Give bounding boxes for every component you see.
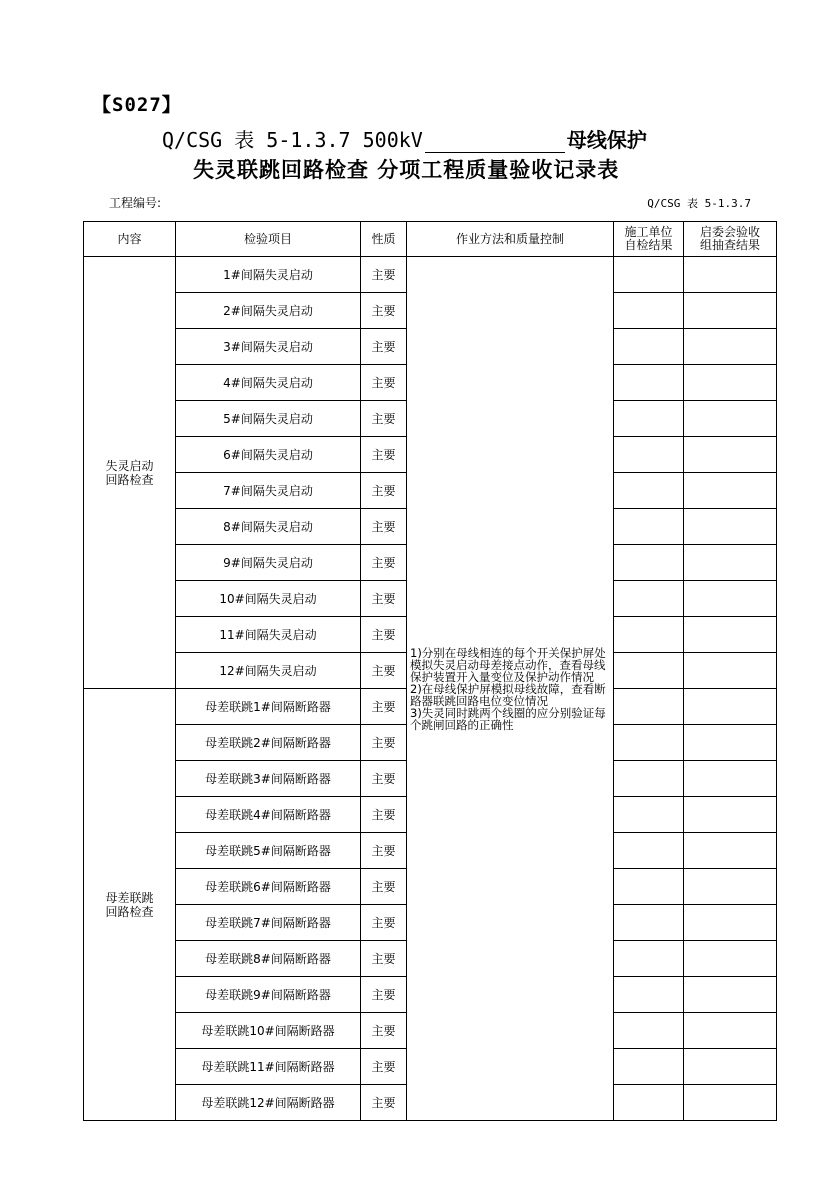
committee-result-cell[interactable] — [684, 473, 777, 509]
inspection-item-cell: 6#间隔失灵启动 — [176, 437, 361, 473]
table-header-row — [84, 222, 777, 257]
inspection-item-cell: 8#间隔失灵启动 — [176, 509, 361, 545]
nature-cell: 主要 — [361, 977, 407, 1013]
nature-cell: 主要 — [361, 1013, 407, 1049]
table-row — [84, 257, 777, 293]
committee-result-cell[interactable] — [684, 257, 777, 293]
inspection-item-cell: 9#间隔失灵启动 — [176, 545, 361, 581]
form-code: 【S027】 — [92, 94, 182, 116]
nature-cell: 主要 — [361, 365, 407, 401]
self-check-result-cell[interactable] — [614, 797, 684, 833]
nature-cell: 主要 — [361, 653, 407, 689]
nature-cell: 主要 — [361, 437, 407, 473]
method-cell — [407, 257, 614, 1121]
nature-cell: 主要 — [361, 257, 407, 293]
inspection-item-cell: 1#间隔失灵启动 — [176, 257, 361, 293]
self-check-result-cell[interactable] — [614, 617, 684, 653]
self-check-result-cell[interactable] — [614, 401, 684, 437]
nature-cell: 主要 — [361, 293, 407, 329]
committee-result-cell[interactable] — [684, 401, 777, 437]
nature-cell: 主要 — [361, 1085, 407, 1121]
committee-result-cell[interactable] — [684, 617, 777, 653]
committee-result-cell[interactable] — [684, 761, 777, 797]
committee-result-cell[interactable] — [684, 437, 777, 473]
self-check-result-cell[interactable] — [614, 977, 684, 1013]
nature-cell: 主要 — [361, 473, 407, 509]
committee-result-cell[interactable] — [684, 941, 777, 977]
header-method: 作业方法和质量控制 — [407, 222, 614, 257]
committee-result-cell[interactable] — [684, 509, 777, 545]
inspection-item-cell: 5#间隔失灵启动 — [176, 401, 361, 437]
header-item: 检验项目 — [176, 222, 361, 257]
header-nature: 性质 — [361, 222, 407, 257]
self-check-result-cell[interactable] — [614, 1049, 684, 1085]
committee-result-cell[interactable] — [684, 1085, 777, 1121]
committee-result-cell[interactable] — [684, 977, 777, 1013]
committee-result-cell[interactable] — [684, 905, 777, 941]
self-check-result-cell[interactable] — [614, 1085, 684, 1121]
inspection-item-cell: 3#间隔失灵启动 — [176, 329, 361, 365]
form-title-line1 — [162, 124, 647, 153]
nature-cell: 主要 — [361, 941, 407, 977]
nature-cell: 主要 — [361, 1049, 407, 1085]
self-check-result-cell[interactable] — [614, 869, 684, 905]
method-line: 1)分别在母线相连的每个开关保护屏处模拟失灵启动母差接点动作，查看母线保护装置开入量变位及保护动作情况 — [410, 645, 606, 684]
inspection-item-cell: 母差联跳2#间隔断路器 — [176, 725, 361, 761]
inspection-item-cell: 母差联跳6#间隔断路器 — [176, 869, 361, 905]
self-check-result-cell[interactable] — [614, 725, 684, 761]
inspection-item-cell: 10#间隔失灵启动 — [176, 581, 361, 617]
nature-cell: 主要 — [361, 905, 407, 941]
nature-cell: 主要 — [361, 617, 407, 653]
inspection-item-cell: 2#间隔失灵启动 — [176, 293, 361, 329]
committee-result-cell[interactable] — [684, 545, 777, 581]
title-suffix: 母线保护 — [566, 128, 647, 152]
self-check-result-cell[interactable] — [614, 509, 684, 545]
committee-result-cell[interactable] — [684, 1049, 777, 1085]
inspection-item-cell: 母差联跳10#间隔断路器 — [176, 1013, 361, 1049]
self-check-result-cell[interactable] — [614, 653, 684, 689]
committee-result-cell[interactable] — [684, 293, 777, 329]
committee-result-cell[interactable] — [684, 869, 777, 905]
inspection-item-cell: 母差联跳11#间隔断路器 — [176, 1049, 361, 1085]
committee-result-cell[interactable] — [684, 581, 777, 617]
nature-cell: 主要 — [361, 761, 407, 797]
inspection-item-cell: 母差联跳3#间隔断路器 — [176, 761, 361, 797]
self-check-result-cell[interactable] — [614, 833, 684, 869]
committee-result-cell[interactable] — [684, 689, 777, 725]
method-line: 2)在母线保护屏模拟母线故障，查看断路器联跳回路电位变位情况 — [410, 681, 606, 708]
committee-result-cell[interactable] — [684, 725, 777, 761]
nature-cell: 主要 — [361, 725, 407, 761]
title-blank[interactable] — [425, 134, 565, 153]
method-text — [410, 647, 610, 731]
self-check-result-cell[interactable] — [614, 293, 684, 329]
category-cell: 母差联跳 回路检查 — [84, 689, 176, 1121]
header-self-check: 施工单位 自检结果 — [614, 222, 684, 257]
inspection-item-cell: 母差联跳7#间隔断路器 — [176, 905, 361, 941]
committee-result-cell[interactable] — [684, 1013, 777, 1049]
nature-cell: 主要 — [361, 833, 407, 869]
nature-cell: 主要 — [361, 401, 407, 437]
self-check-result-cell[interactable] — [614, 437, 684, 473]
self-check-result-cell[interactable] — [614, 941, 684, 977]
nature-cell: 主要 — [361, 869, 407, 905]
nature-cell: 主要 — [361, 329, 407, 365]
header-committee: 启委会验收 组抽查结果 — [684, 222, 777, 257]
self-check-result-cell[interactable] — [614, 761, 684, 797]
self-check-result-cell[interactable] — [614, 365, 684, 401]
self-check-result-cell[interactable] — [614, 1013, 684, 1049]
self-check-result-cell[interactable] — [614, 581, 684, 617]
nature-cell: 主要 — [361, 689, 407, 725]
form-number: Q/CSG 表 5-1.3.7 — [647, 197, 751, 210]
nature-cell: 主要 — [361, 581, 407, 617]
title-prefix: Q/CSG 表 5-1.3.7 500kV — [162, 128, 423, 152]
self-check-result-cell[interactable] — [614, 545, 684, 581]
self-check-result-cell[interactable] — [614, 473, 684, 509]
inspection-item-cell: 母差联跳4#间隔断路器 — [176, 797, 361, 833]
inspection-item-cell: 母差联跳1#间隔断路器 — [176, 689, 361, 725]
nature-cell: 主要 — [361, 545, 407, 581]
committee-result-cell[interactable] — [684, 329, 777, 365]
self-check-result-cell[interactable] — [614, 689, 684, 725]
inspection-item-cell: 母差联跳12#间隔断路器 — [176, 1085, 361, 1121]
nature-cell: 主要 — [361, 509, 407, 545]
form-title-line2: 失灵联跳回路检查 分项工程质量验收记录表 — [193, 158, 620, 182]
self-check-result-cell[interactable] — [614, 329, 684, 365]
inspection-item-cell: 7#间隔失灵启动 — [176, 473, 361, 509]
method-line: 3)失灵同时跳两个线圈的应分别验证每个跳闸回路的正确性 — [410, 705, 606, 732]
inspection-table — [83, 221, 777, 1121]
inspection-item-cell: 母差联跳8#间隔断路器 — [176, 941, 361, 977]
self-check-result-cell[interactable] — [614, 257, 684, 293]
committee-result-cell[interactable] — [684, 653, 777, 689]
committee-result-cell[interactable] — [684, 365, 777, 401]
committee-result-cell[interactable] — [684, 833, 777, 869]
project-number-label: 工程编号: — [109, 196, 162, 210]
inspection-item-cell: 11#间隔失灵启动 — [176, 617, 361, 653]
committee-result-cell[interactable] — [684, 797, 777, 833]
category-cell: 失灵启动 回路检查 — [84, 257, 176, 689]
header-content: 内容 — [84, 222, 176, 257]
inspection-item-cell: 4#间隔失灵启动 — [176, 365, 361, 401]
inspection-item-cell: 母差联跳5#间隔断路器 — [176, 833, 361, 869]
inspection-item-cell: 母差联跳9#间隔断路器 — [176, 977, 361, 1013]
nature-cell: 主要 — [361, 797, 407, 833]
inspection-item-cell: 12#间隔失灵启动 — [176, 653, 361, 689]
self-check-result-cell[interactable] — [614, 905, 684, 941]
